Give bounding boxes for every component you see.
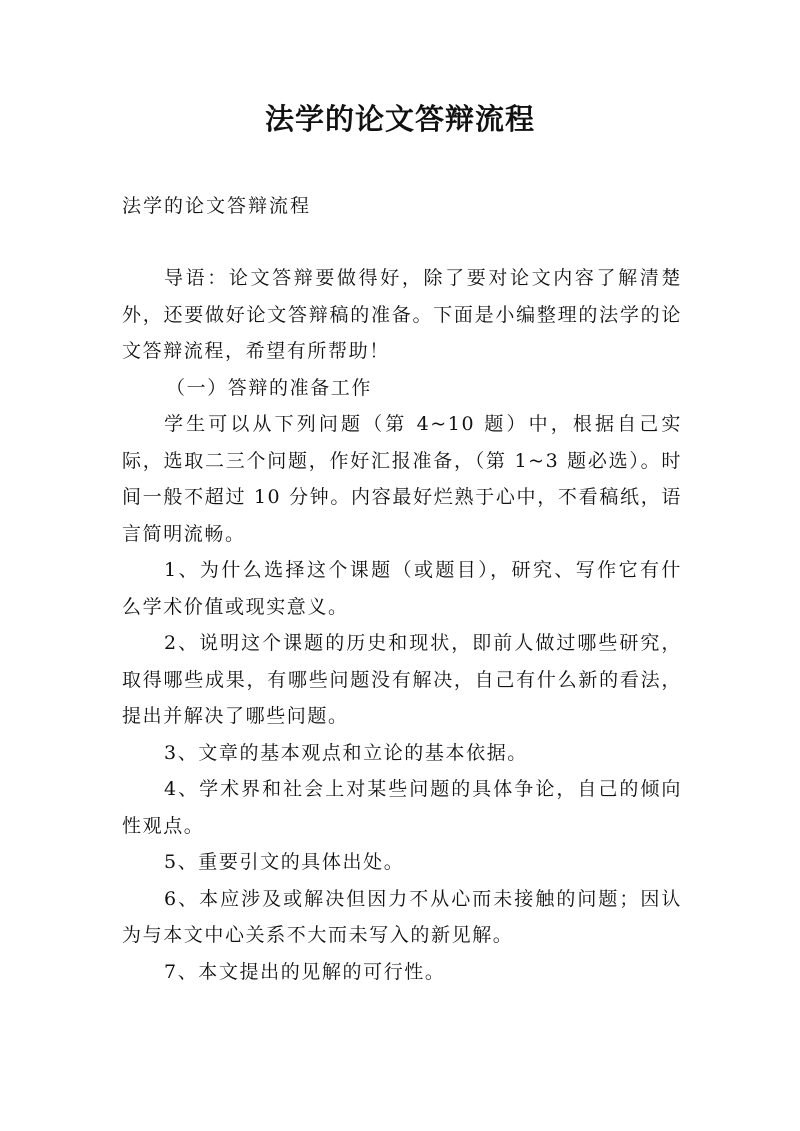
list-item: 6、本应涉及或解决但因力不从心而未接触的问题；因认为与本文中心关系不大而未写入的新见解。	[122, 887, 682, 946]
list-item: 7、本文提出的见解的可行性。	[164, 960, 446, 983]
list-item: 1、为什么选择这个课题（或题目），研究、写作它有什么学术价值或现实意义。	[122, 559, 682, 618]
instructions-paragraph: 学生可以从下列问题（第 4~10 题）中，根据自己实际，选取二三个问题，作好汇报准备，（第 1~3 题必选）。时间一般不超过 10 分钟。内容最好烂熟于心中，不看稿纸，语言简明流畅。	[122, 413, 682, 545]
document-body	[122, 260, 682, 990]
document-subtitle: 法学的论文答辩流程	[122, 195, 312, 217]
list-item: 2、说明这个课题的历史和现状，即前人做过哪些研究，取得哪些成果，有哪些问题没有解决，自己有什么新的看法，提出并解决了哪些问题。	[122, 632, 682, 727]
list-item: 3、文章的基本观点和立论的基本依据。	[164, 741, 528, 764]
section-heading: （一）答辩的准备工作	[166, 376, 373, 399]
intro-paragraph: 导语：论文答辩要做得好，除了要对论文内容了解清楚外，还要做好论文答辩稿的准备。下面是小编整理的法学的论文答辩流程，希望有所帮助！	[122, 267, 682, 362]
list-item: 4、学术界和社会上对某些问题的具体争论，自己的倾向性观点。	[122, 778, 682, 837]
document-title: 法学的论文答辩流程	[264, 102, 535, 136]
list-item: 5、重要引文的具体出处。	[164, 851, 405, 873]
